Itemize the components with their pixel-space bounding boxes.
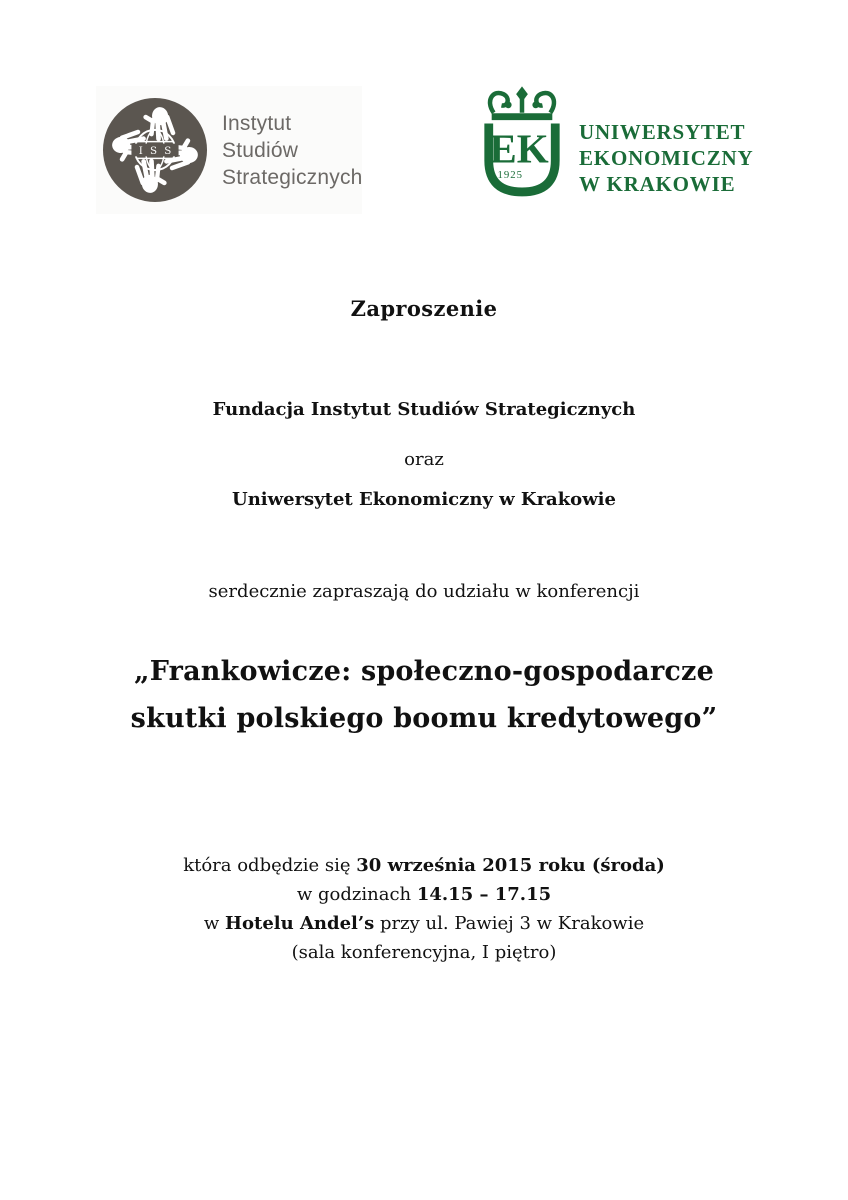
uek-crest-icon [478,86,566,204]
venue-line [0,909,848,938]
iss-text-line-3: Strategicznych [222,165,363,189]
iss-hands-globe-icon [102,97,208,203]
conference-title-line-2: skutki polskiego boomu kredytowego” [130,703,718,734]
conjunction: oraz [404,449,444,470]
time-prefix: w godzinach [296,884,417,905]
organizer-2: Uniwersytet Ekonomiczny w Krakowie [232,489,616,510]
date-line [0,851,848,880]
uek-logo-text [579,119,753,197]
room-line: (sala konferencyjna, I piętro) [291,942,557,963]
uek-text-line-2: EKONOMICZNY [579,146,754,170]
uek-monogram: EK [489,125,549,172]
date-value: 30 września 2015 roku (środa) [356,855,665,876]
uek-year: 1925 [497,169,523,182]
iss-logo [96,86,362,214]
conference-title [0,648,848,742]
invitation-line: serdecznie zapraszają do udziału w konferencji [208,581,640,602]
uek-text-line-1: UNIWERSYTET [579,120,746,144]
iss-monogram: I S S [138,144,174,157]
date-prefix: która odbędzie się [183,855,357,876]
conference-title-line-1: „Frankowicze: społeczno-gospodarcze [134,656,714,687]
organizer-1: Fundacja Instytut Studiów Strategicznych [212,399,636,420]
venue-suffix: przy ul. Pawiej 3 w Krakowie [374,913,645,934]
event-details [0,851,848,967]
document-heading: Zaproszenie [350,296,498,321]
uek-logo [478,86,753,204]
venue-prefix: w [203,913,225,934]
venue-name: Hotelu Andel’s [225,913,375,934]
logos-header [0,0,848,230]
uek-text-line-3: W KRAKOWIE [579,172,736,196]
iss-logo-text [222,110,363,191]
time-value: 14.15 – 17.15 [416,884,552,905]
iss-text-line-1: Instytut [222,111,292,135]
iss-text-line-2: Studiów [222,138,299,162]
time-line [0,880,848,909]
